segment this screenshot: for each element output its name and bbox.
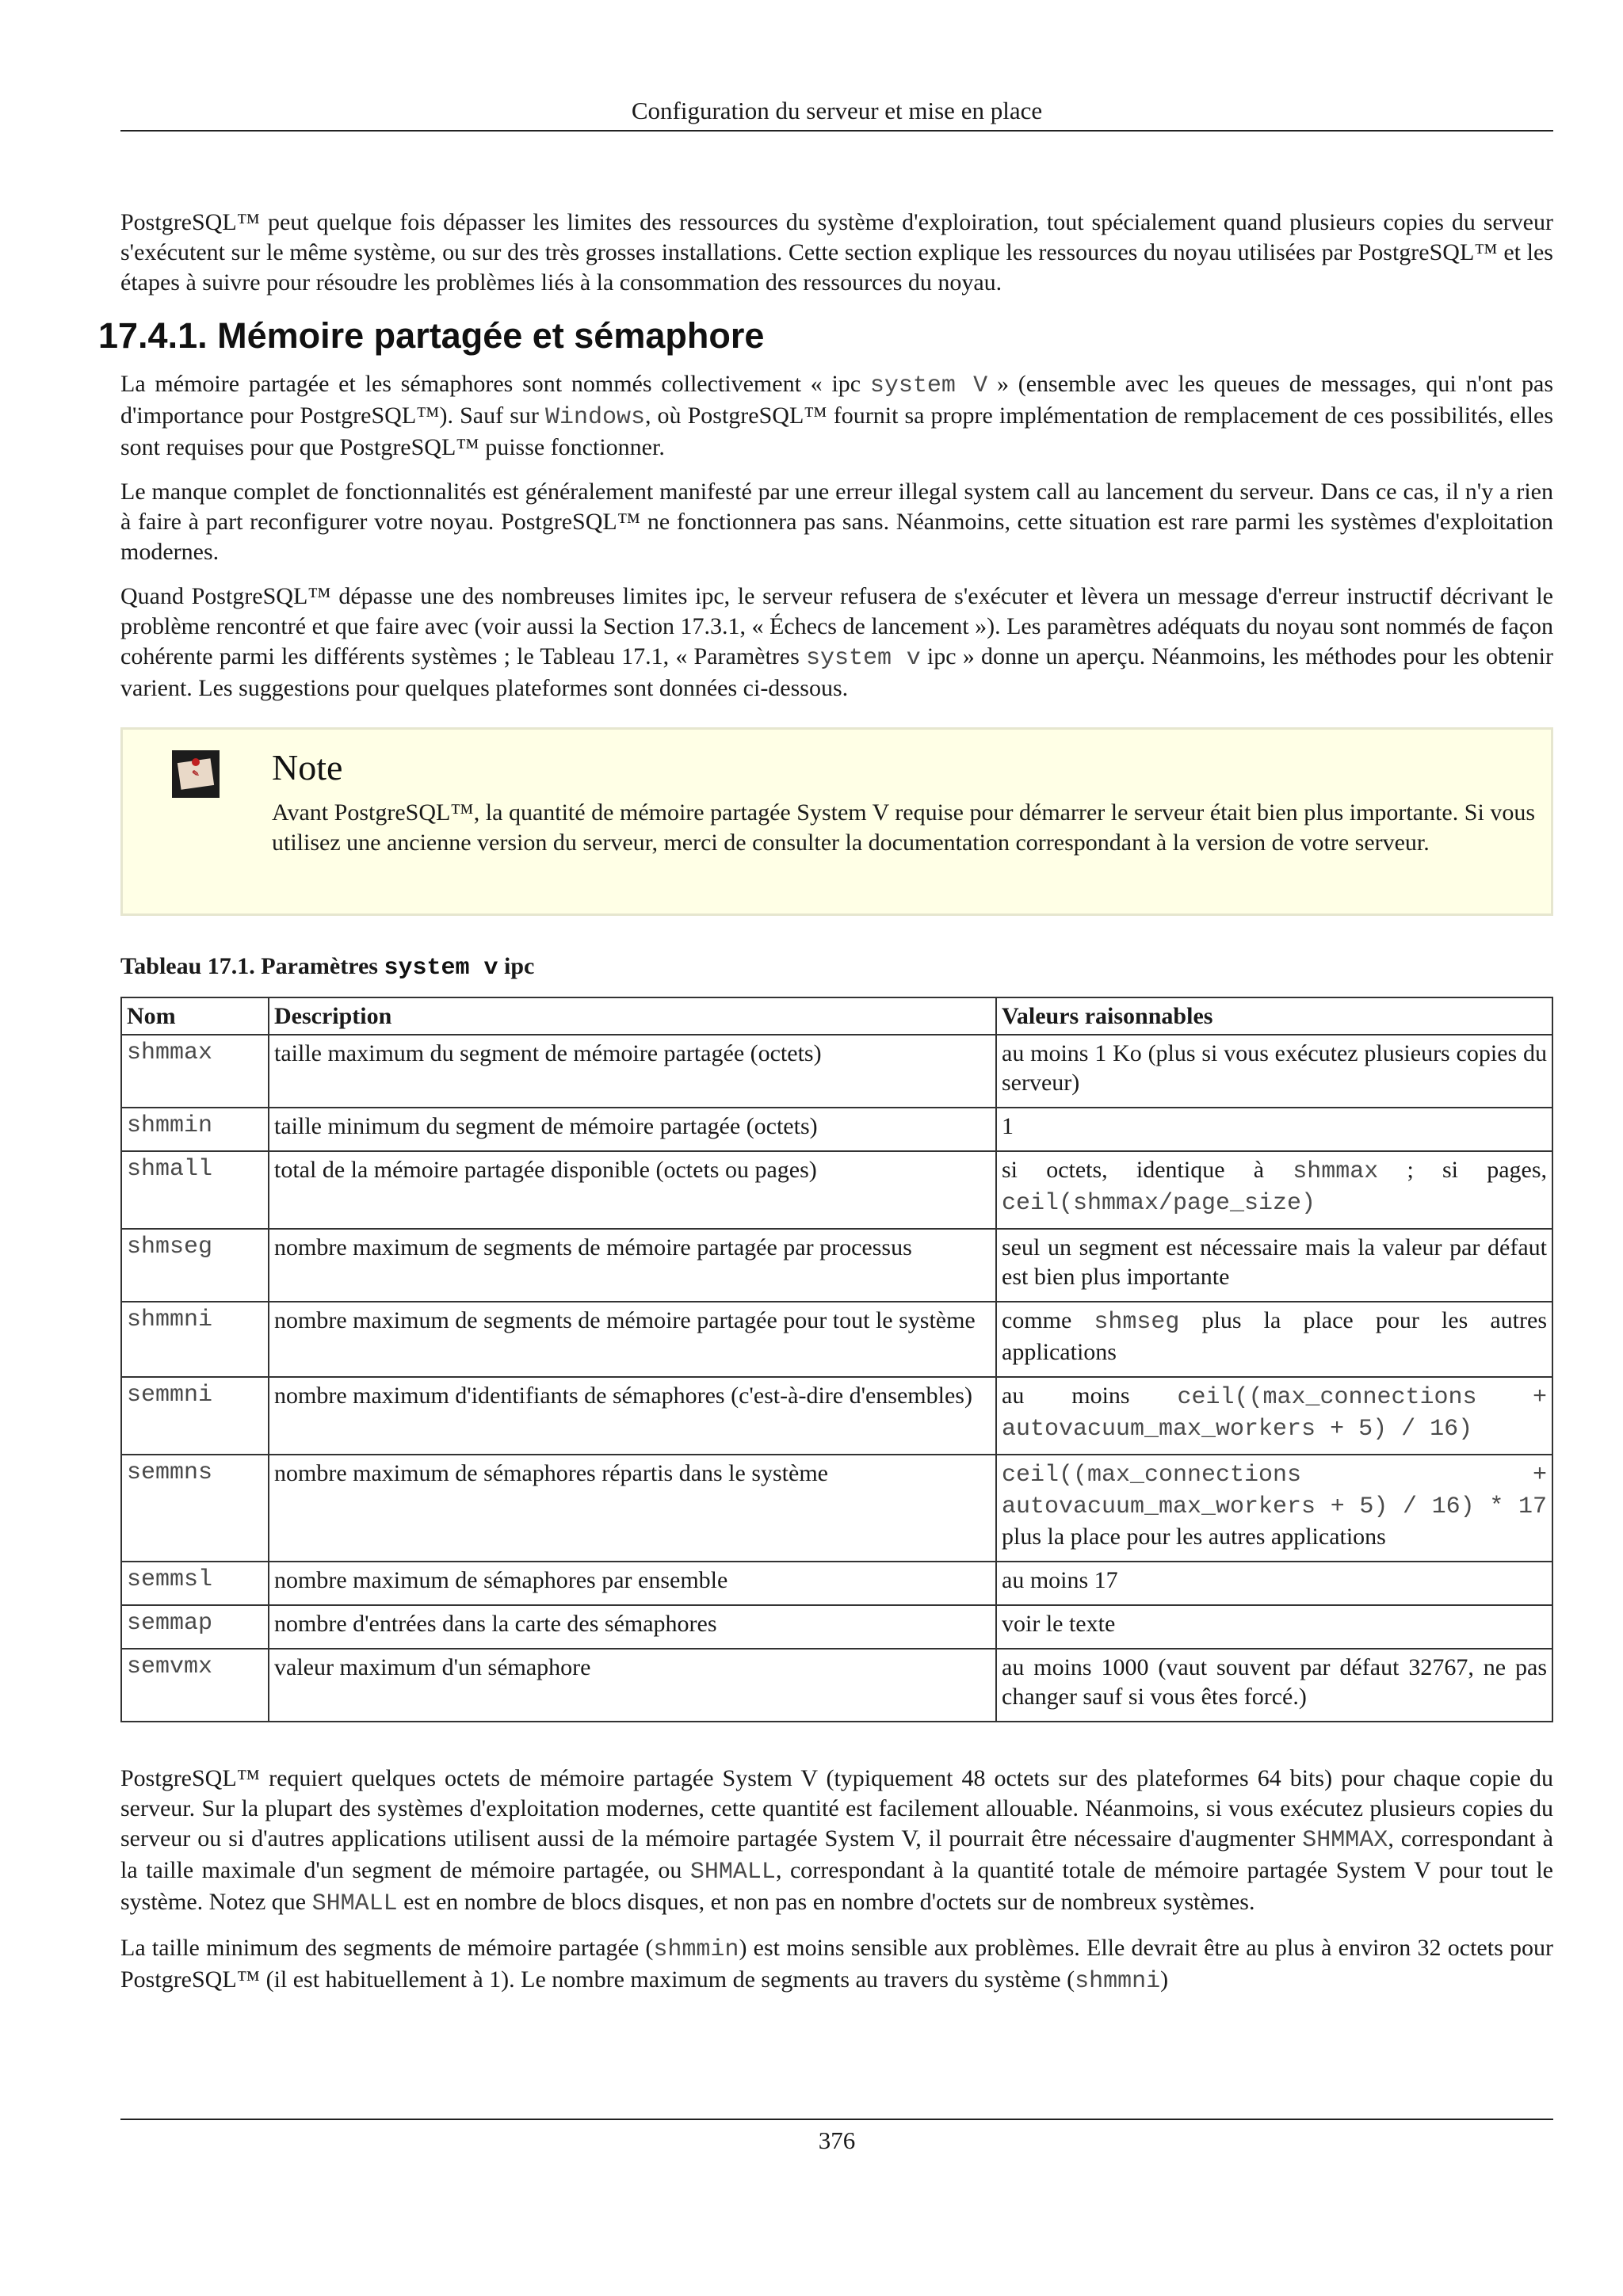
section-title: 17.4.1. Mémoire partagée et sémaphore xyxy=(98,315,765,356)
inline-code: Windows xyxy=(544,404,645,431)
table-row xyxy=(121,1649,1552,1722)
param-value: seul un segment est nécessaire mais la valeur par défaut est bien plus importante xyxy=(996,1229,1552,1302)
column-header: Description xyxy=(269,997,996,1035)
page-footer xyxy=(120,2119,1553,2157)
param-name: shmmax xyxy=(121,1035,269,1108)
param-description: valeur maximum d'un sémaphore xyxy=(269,1649,996,1722)
note-title: Note xyxy=(272,747,343,788)
note-box xyxy=(120,727,1553,916)
table-row xyxy=(121,1455,1552,1562)
after-paragraph-1: PostgreSQL™ requiert quelques octets de mémoire partagée System V (typiquement 48 octets sur des plateformes 64 bits) pour chaque copie du serveur. Sur la plupart des systèmes d'exploitation modernes, cette quantité est facilement allouable. Néanmoins, si vous exécutez plusieurs copies du serveur ou si d'autres applications utilisent aussi de la mémoire partagée System V, il pourrait être nécessaire d'augmenter SHMMAX, correspondant à la taille maximale d'un segment de mémoire partagée, ou SHMALL, correspondant à la quantité totale de mémoire partagée System V pour tout le système. Notez que SHMALL est en nombre de blocs disques, et non pas en nombre d'octets sur de nombreux systèmes. xyxy=(120,1765,1553,1917)
param-name: shmseg xyxy=(121,1229,269,1302)
param-name: shmmin xyxy=(121,1108,269,1151)
column-header: Nom xyxy=(121,997,269,1035)
running-header-title: Configuration du serveur et mise en place xyxy=(631,97,1043,124)
param-name: semvmx xyxy=(121,1649,269,1722)
param-description: nombre maximum d'identifiants de sémaphores (c'est-à-dire d'ensembles) xyxy=(269,1377,996,1455)
table-row xyxy=(121,1151,1552,1229)
running-header xyxy=(120,95,1553,132)
param-value: au moins 1000 (vaut souvent par défaut 32767, ne pas changer sauf si vous êtes forcé.) xyxy=(996,1649,1552,1722)
param-value: voir le texte xyxy=(996,1605,1552,1649)
param-name: semmap xyxy=(121,1605,269,1649)
table-row xyxy=(121,1108,1552,1151)
param-name: shmall xyxy=(121,1151,269,1229)
param-description: taille maximum du segment de mémoire partagée (octets) xyxy=(269,1035,996,1108)
param-value: au moins ceil((max_connections + autovacuum_max_workers + 5) / 16) xyxy=(996,1377,1552,1455)
param-name: semmns xyxy=(121,1455,269,1562)
table-row xyxy=(121,1229,1552,1302)
section-paragraph-1: La mémoire partagée et les sémaphores sont nommés collectivement « ipc system V » (ensemble avec les queues de messages, qui n'ont pas d'importance pour PostgreSQL™). Sauf sur Windows, où PostgreSQL™ fournit sa propre implémentation de remplacement de ces possibilités, elles sont requises pour que PostgreSQL™ puisse fonctionner. xyxy=(120,371,1554,460)
table-row xyxy=(121,1377,1552,1455)
param-description: nombre maximum de segments de mémoire partagée par processus xyxy=(269,1229,996,1302)
inline-code: shmmin xyxy=(653,1936,739,1963)
page-number: 376 xyxy=(818,2126,856,2154)
table-row xyxy=(121,1605,1552,1649)
table-header-row xyxy=(121,997,1552,1035)
param-name: semmsl xyxy=(121,1562,269,1605)
table-caption: Tableau 17.1. Paramètres system v ipc xyxy=(120,953,535,982)
page-content xyxy=(98,208,1554,2011)
column-header: Valeurs raisonnables xyxy=(996,997,1552,1035)
param-description: nombre d'entrées dans la carte des sémaphores xyxy=(269,1605,996,1649)
table-row xyxy=(121,1035,1552,1108)
inline-code: SHMMAX xyxy=(1302,1827,1388,1854)
inline-code: SHMALL xyxy=(689,1859,776,1886)
param-name: shmmni xyxy=(121,1302,269,1377)
param-description: total de la mémoire partagée disponible (octets ou pages) xyxy=(269,1151,996,1229)
section-paragraph-2: Le manque complet de fonctionnalités est généralement manifesté par une erreur illegal system call au lancement du serveur. Dans ce cas, il n'y a rien à faire à part reconfigurer votre noyau. PostgreSQL™ ne fonctionnera pas sans. Néanmoins, cette situation est rare parmi les systèmes d'exploitation modernes. xyxy=(120,479,1553,565)
param-value: au moins 1 Ko (plus si vous exécutez plusieurs copies du serveur) xyxy=(996,1035,1552,1108)
param-description: nombre maximum de sémaphores répartis dans le système xyxy=(269,1455,996,1562)
param-value: au moins 17 xyxy=(996,1562,1552,1605)
param-description: nombre maximum de segments de mémoire partagée pour tout le système xyxy=(269,1302,996,1377)
section-paragraph-3: Quand PostgreSQL™ dépasse une des nombreuses limites ipc, le serveur refusera de s'exécuter et lèvera un message d'erreur instructif décrivant le problème rencontré et que faire avec (voir aussi la Section 17.3.1, « Échecs de lancement »). Les paramètres adéquats du noyau sont nommés de façon cohérente parmi les différents systèmes ; le Tableau 17.1, « Paramètres system v ipc » donne un aperçu. Néanmoins, les méthodes pour les obtenir varient. Les suggestions pour quelques plateformes sont données ci-dessous. xyxy=(120,583,1553,701)
inline-code: SHMALL xyxy=(311,1890,398,1917)
param-name: semmni xyxy=(121,1377,269,1455)
intro-paragraph: PostgreSQL™ peut quelque fois dépasser les limites des ressources du système d'exploiration, tout spécialement quand plusieurs copies du serveur s'exécutent sur le même système, ou sur des très grosses installations. Cette section explique les ressources du noyau utilisées par PostgreSQL™ et les étapes à suivre pour résoudre les problèmes liés à la consommation des ressources du noyau. xyxy=(120,209,1553,296)
param-description: taille minimum du segment de mémoire partagée (octets) xyxy=(269,1108,996,1151)
table-row xyxy=(121,1562,1552,1605)
inline-code: system V xyxy=(869,372,988,399)
param-description: nombre maximum de sémaphores par ensemble xyxy=(269,1562,996,1605)
note-text: Avant PostgreSQL™, la quantité de mémoire partagée System V requise pour démarrer le serveur était bien plus importante. Si vous utilisez une ancienne version du serveur, merci de consulter la documentation correspondant à la version de votre serveur. xyxy=(272,799,1535,856)
param-value: 1 xyxy=(996,1108,1552,1151)
param-value: comme shmseg plus la place pour les autres applications xyxy=(996,1302,1552,1377)
inline-code: shmmni xyxy=(1075,1968,1161,1995)
after-paragraph-2: La taille minimum des segments de mémoire partagée (shmmin) est moins sensible aux problèmes. Elle devrait être au plus à environ 32 octets pour PostgreSQL™ (il est habituellement à 1). Le nombre maximum de segments au travers du système (shmmni) xyxy=(120,1935,1553,1995)
parameters-table xyxy=(120,997,1553,1722)
inline-code: system v xyxy=(806,645,921,672)
note-icon: ✎ xyxy=(172,750,220,798)
table-row xyxy=(121,1302,1552,1377)
param-value: si octets, identique à shmmax ; si pages, ceil(shmmax/page_size) xyxy=(996,1151,1552,1229)
param-value: ceil((max_connections + autovacuum_max_workers + 5) / 16) * 17 plus la place pour les autres applications xyxy=(996,1455,1552,1562)
